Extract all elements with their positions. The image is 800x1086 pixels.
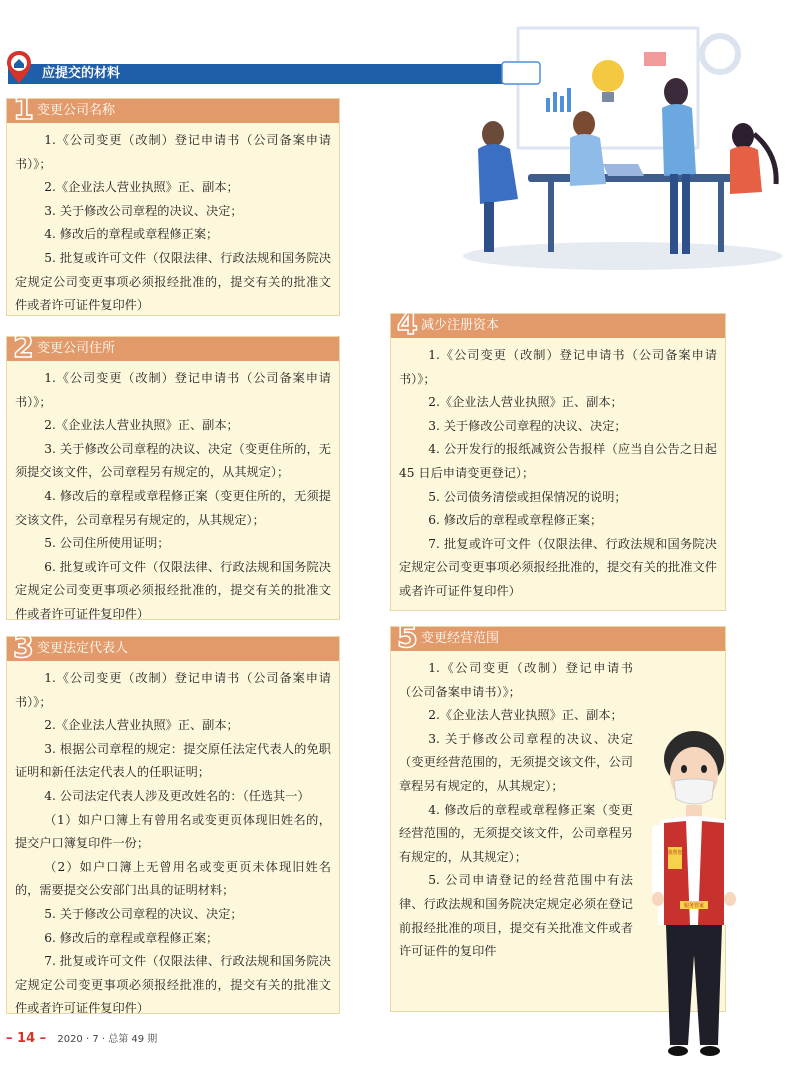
section-items — [399, 344, 717, 604]
section-change-company-address — [6, 330, 340, 621]
section-items — [15, 129, 331, 318]
section-title: 变更公司住所 — [37, 341, 116, 356]
list-item: 4. 修改后的章程或章程修正案（变更住所的，无须提交该文件，公司章程另有规定的，从其规定）； — [15, 488, 331, 527]
list-item: 2.《企业法人营业执照》正、副本； — [44, 418, 239, 433]
section-number: 2 — [13, 330, 34, 365]
list-item: 3. 关于修改公司章程的决议、决定； — [44, 203, 243, 218]
list-item: 5. 批复或许可文件（仅限法律、行政法规和国务院决定规定公司变更事项必须报经批准的，提交有关的批准文件或者许可证件复印件） — [15, 250, 331, 313]
section-header — [7, 92, 339, 127]
section-change-legal-representative — [6, 630, 340, 1016]
section-reduce-registered-capital — [390, 307, 726, 611]
list-item: 7. 批复或许可文件（仅限法律、行政法规和国务院决定规定公司变更事项必须报经批准的，提交有关的批准文件或者许可证件复印件） — [399, 536, 717, 598]
section-header — [391, 620, 725, 655]
list-item: 5. 公司住所使用证明； — [44, 536, 170, 551]
section-header — [391, 307, 725, 342]
issue-info: 2020 · 7 · 总第 49 期 — [57, 1034, 158, 1045]
list-item: 3. 关于修改公司章程的决议、决定（变更住所的，无须提交该文件，公司章程另有规定的，从其规定）； — [15, 441, 331, 480]
page-footer — [6, 1030, 157, 1046]
list-item: 3. 关于修改公司章程的决议、决定； — [428, 418, 627, 433]
mascot-badge-text: 我帮您 — [667, 850, 683, 856]
section-change-company-name — [6, 92, 340, 316]
section-header — [7, 330, 339, 365]
section-header — [7, 630, 339, 665]
list-item: 1.《公司变更（改制）登记申请书（公司备案申请书）》； — [399, 348, 717, 386]
list-item: 2.《企业法人营业执照》正、副本； — [428, 395, 623, 410]
list-item: 2.《企业法人营业执照》正、副本； — [428, 708, 623, 723]
page-section-title: 应提交的材料 — [42, 66, 121, 81]
section-title: 减少注册资本 — [421, 318, 500, 333]
list-item: 5. 公司债务清偿或担保情况的说明； — [428, 489, 627, 504]
list-item: 4. 公司法定代表人涉及更改姓名的：（任选其一） — [44, 788, 310, 803]
section-title: 变更公司名称 — [37, 103, 116, 118]
list-item: 6. 修改后的章程或章程修正案； — [44, 930, 219, 945]
list-item: 1.《公司变更（改制）登记申请书（公司备案申请书）》； — [15, 671, 331, 709]
section-number: 3 — [13, 630, 34, 665]
section-number: 1 — [13, 92, 34, 127]
list-item: 5. 关于修改公司章程的决议、决定； — [44, 906, 243, 921]
section-items — [15, 367, 331, 627]
list-item: 5. 公司申请登记的经营范围中有法律、行政法规和国务院决定规定必须在登记前报经批准的项目，提交有关批准文件或者许可证件的复印件 — [399, 873, 633, 959]
service-staff-mascot — [630, 725, 758, 1070]
list-item: 1.《公司变更（改制）登记申请书（公司备案申请书）》； — [15, 133, 331, 171]
mascot-sash-text: 服务管家 — [683, 903, 705, 909]
list-item: （1）如户口簿上有曾用名或变更页体现旧姓名的，提交户口簿复印件一份； — [15, 812, 331, 851]
section-items — [399, 657, 633, 964]
list-item: 1.《公司变更（改制）登记申请书（公司备案申请书）》； — [399, 661, 633, 699]
list-item: 2.《企业法人营业执照》正、副本； — [44, 718, 239, 733]
list-item: 3. 根据公司章程的规定：提交原任法定代表人的免职证明和新任法定代表人的任职证明； — [15, 741, 331, 780]
section-number: 5 — [397, 620, 418, 655]
section-title: 变更经营范围 — [421, 631, 500, 646]
location-pin-icon — [6, 50, 32, 84]
office-meeting-illustration — [458, 24, 788, 274]
section-title: 变更法定代表人 — [37, 641, 129, 656]
list-item: 7. 批复或许可文件（仅限法律、行政法规和国务院决定规定公司变更事项必须报经批准的，提交有关的批准文件或者许可证件复印件） — [15, 954, 331, 1016]
list-item: 4. 公开发行的报纸减资公告报样（应当自公告之日起 45 日后申请变更登记）； — [399, 442, 717, 480]
list-item: 4. 修改后的章程或章程修正案； — [44, 227, 219, 242]
section-number: 4 — [397, 307, 418, 342]
list-item: 6. 修改后的章程或章程修正案； — [428, 513, 603, 528]
list-item: 3. 关于修改公司章程的决议、决定（变更经营范围的，无须提交该文件，公司章程另有规定的，从其规定）； — [399, 731, 633, 793]
list-item: 1.《公司变更（改制）登记申请书（公司备案申请书）》； — [15, 371, 331, 409]
list-item: 2.《企业法人营业执照》正、副本； — [44, 180, 239, 195]
list-item: 4. 修改后的章程或章程修正案（变更经营范围的，无须提交该文件，公司章程另有规定的，从其规定）； — [399, 802, 633, 864]
page-number: – 14 – — [6, 1031, 47, 1046]
list-item: 6. 批复或许可文件（仅限法律、行政法规和国务院决定规定公司变更事项必须报经批准的，提交有关的批准文件或者许可证件复印件） — [15, 559, 331, 621]
list-item: （2）如户口簿上无曾用名或变更页未体现旧姓名的，需要提交公安部门出具的证明材料； — [15, 859, 331, 898]
section-items — [15, 667, 331, 1021]
